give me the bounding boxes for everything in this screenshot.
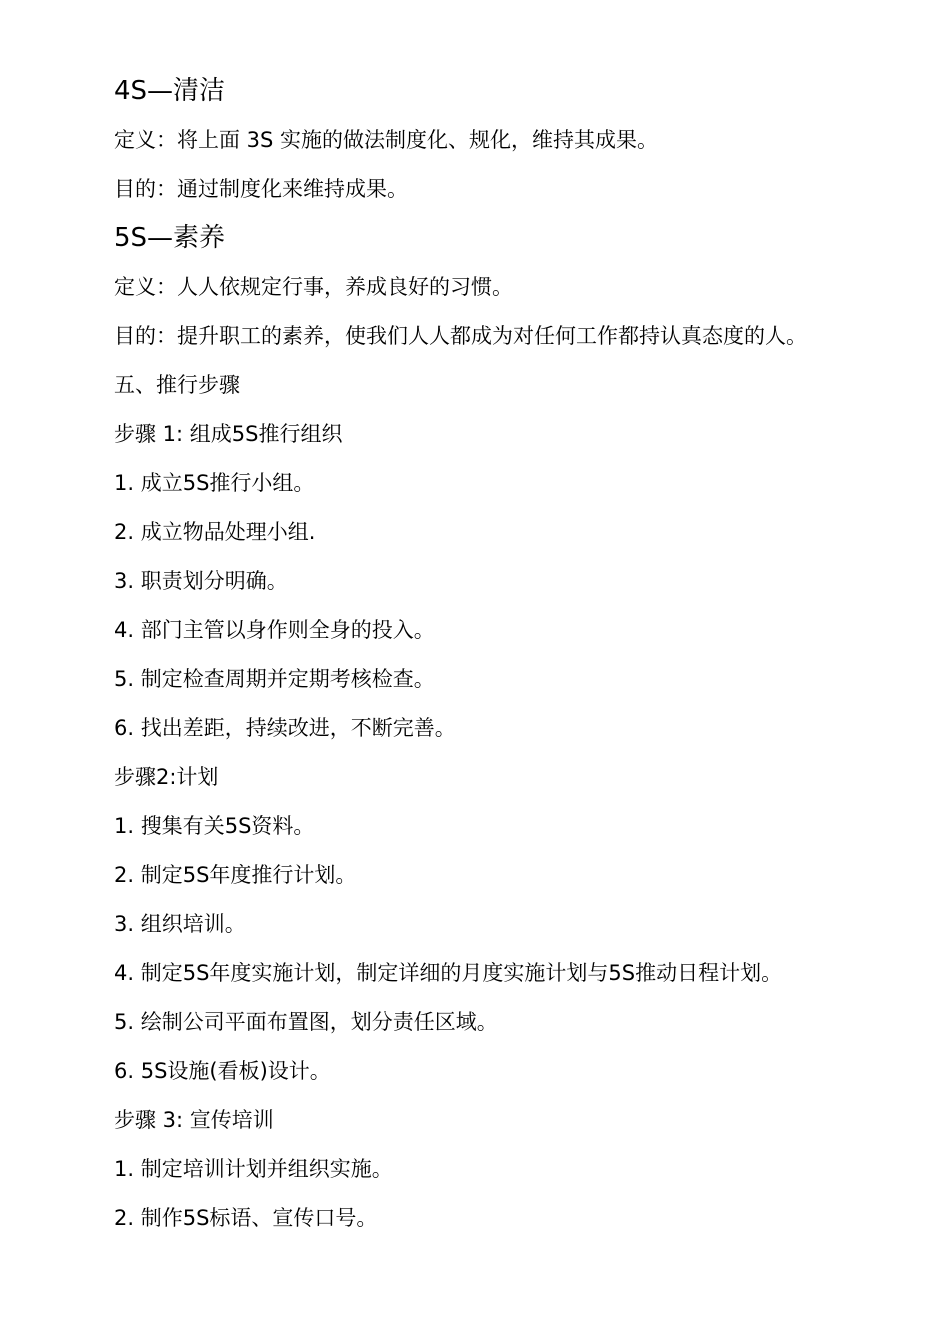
list-item: 1. 制定培训计划并组织实施。	[114, 1157, 393, 1181]
list-item: 4. 制定5S年度实施计划，制定详细的月度实施计划与5S推动日程计划。	[114, 961, 783, 985]
list-item: 5. 绘制公司平面布置图，划分责任区域。	[114, 1010, 498, 1034]
definition-5s: 定义：人人依规定行事，养成良好的习惯。	[114, 275, 513, 299]
list-item: 3. 组织培训。	[114, 912, 246, 936]
list-item: 1. 成立5S推行小组。	[114, 471, 315, 495]
list-item: 6. 5S设施(看板)设计。	[114, 1059, 331, 1083]
step-2-title: 步骤2:计划	[114, 765, 219, 789]
list-item: 6. 找出差距，持续改进，不断完善。	[114, 716, 456, 740]
chapter-title: 五、推行步骤	[114, 373, 240, 397]
list-item: 1. 搜集有关5S资料。	[114, 814, 315, 838]
section-heading-5s: 5S—素养	[114, 223, 226, 253]
section-heading-4s: 4S—清洁	[114, 76, 226, 106]
step-1-title: 步骤 1: 组成5S推行组织	[114, 422, 343, 446]
purpose-5s: 目的：提升职工的素养，使我们人人都成为对任何工作都持认真态度的人。	[114, 324, 807, 348]
definition-4s: 定义：将上面 3S 实施的做法制度化、规化，维持其成果。	[114, 128, 659, 152]
list-item: 5. 制定检查周期并定期考核检查。	[114, 667, 435, 691]
list-item: 2. 制定5S年度推行计划。	[114, 863, 357, 887]
list-item: 2. 成立物品处理小组.	[114, 520, 316, 544]
list-item: 4. 部门主管以身作则全身的投入。	[114, 618, 435, 642]
step-3-title: 步骤 3: 宣传培训	[114, 1108, 274, 1132]
list-item: 2. 制作5S标语、宣传口号。	[114, 1206, 378, 1230]
list-item: 3. 职责划分明确。	[114, 569, 288, 593]
purpose-4s: 目的：通过制度化来维持成果。	[114, 177, 408, 201]
